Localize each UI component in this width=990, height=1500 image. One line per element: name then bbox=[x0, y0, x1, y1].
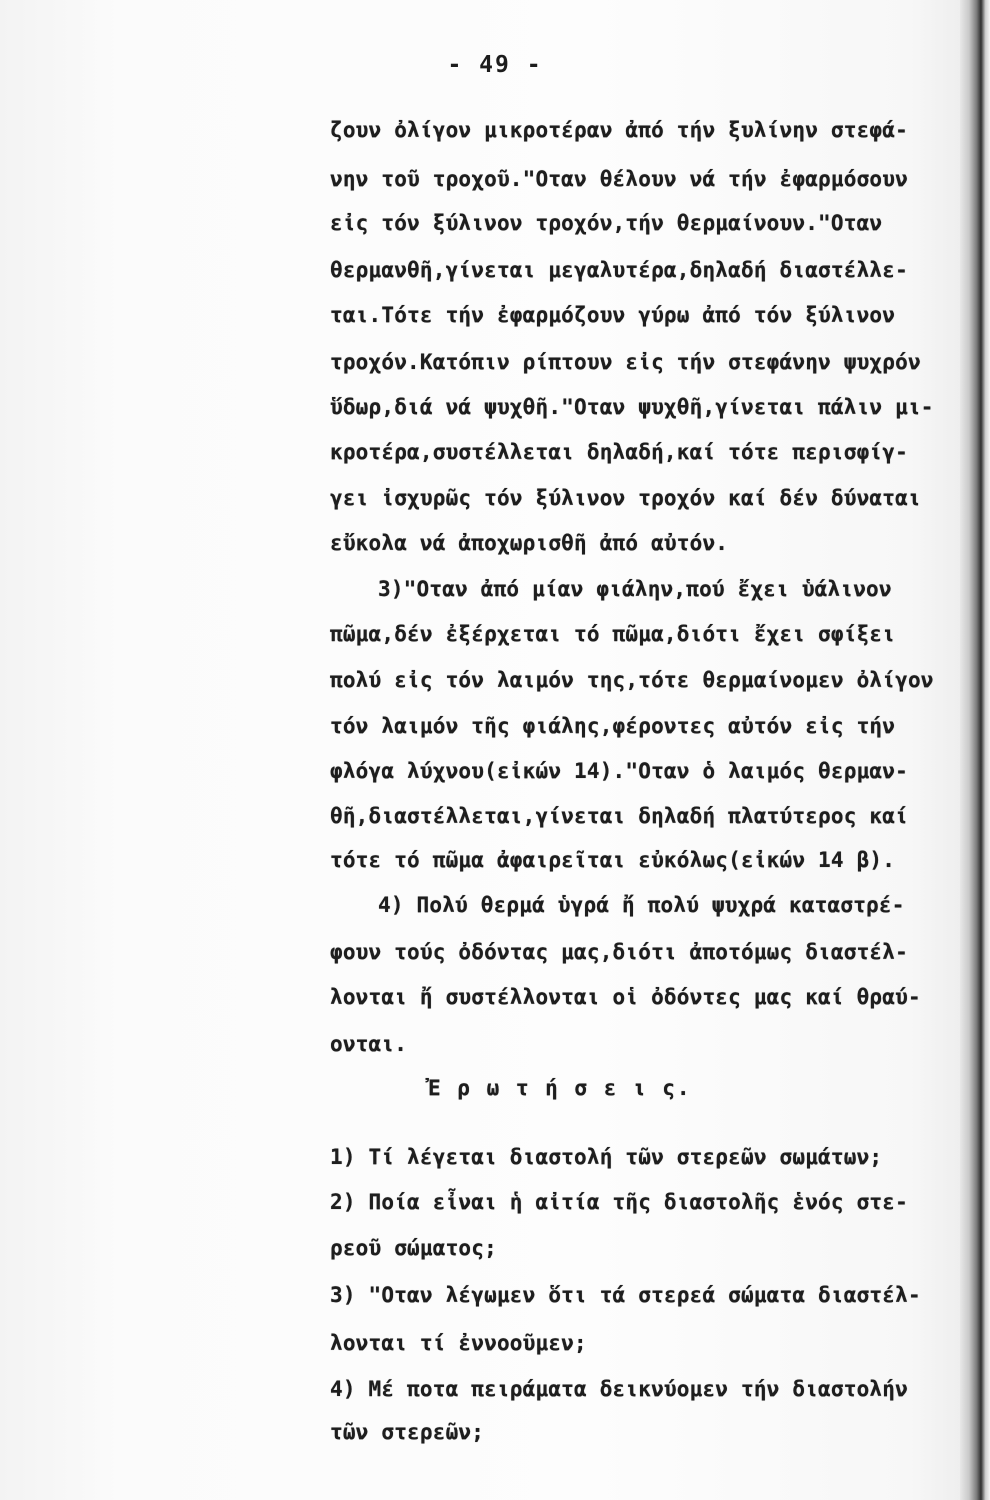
text-line: ζουν ὀλίγον μικροτέραν ἀπό τήν ξυλίνην στεφά- bbox=[330, 118, 908, 142]
text-line: πολύ εἰς τόν λαιμόν της,τότε θερμαίνομεν ὀλίγον bbox=[330, 668, 934, 692]
text-line: λονται ἤ συστέλλονται οἱ ὀδόντες μας καί θραύ- bbox=[330, 985, 921, 1009]
text-line: νην τοῦ τροχοῦ."Οταν θέλουν νά τήν ἐφαρμόσουν bbox=[330, 167, 908, 191]
questions-heading: Ἐ ρ ω τ ή σ ε ι ς. bbox=[428, 1076, 692, 1100]
text-line: εἰς τόν ξύλινον τροχόν,τήν θερμαίνουν."Οταν bbox=[330, 211, 883, 235]
question-line: 4) Μέ ποτα πειράματα δεικνύομεν τήν διαστολήν bbox=[330, 1377, 908, 1401]
page-binding-edge bbox=[960, 0, 990, 1500]
question-line: 1) Τί λέγεται διαστολή τῶν στερεῶν σωμάτων; bbox=[330, 1145, 883, 1169]
question-line: λονται τί ἐννοοῦμεν; bbox=[330, 1331, 587, 1355]
text-line: 3)"Οταν ἀπό μίαν φιάλην,πού ἔχει ὑάλινον bbox=[378, 577, 892, 601]
text-line: θῆ,διαστέλλεται,γίνεται δηλαδή πλατύτερος καί bbox=[330, 804, 908, 828]
text-line: θερμανθῆ,γίνεται μεγαλυτέρα,δηλαδή διαστέλλε- bbox=[330, 258, 908, 282]
text-line: ται.Τότε τήν ἐφαρμόζουν γύρω ἀπό τόν ξύλινον bbox=[330, 303, 896, 327]
text-line: γει ἰσχυρῶς τόν ξύλινον τροχόν καί δέν δύναται bbox=[330, 486, 921, 510]
question-line: ρεοῦ σώματος; bbox=[330, 1236, 497, 1260]
text-line: πῶμα,δέν ἐξέρχεται τό πῶμα,διότι ἔχει σφίξει bbox=[330, 622, 896, 646]
text-line: 4) Πολύ θερμά ὑγρά ἤ πολύ ψυχρά καταστρέ- bbox=[378, 893, 905, 917]
text-line: ονται. bbox=[330, 1032, 408, 1056]
text-line: φουν τούς ὀδόντας μας,διότι ἀποτόμως διαστέλ- bbox=[330, 940, 908, 964]
text-line: κροτέρα,συστέλλεται δηλαδή,καί τότε περισφίγ- bbox=[330, 440, 908, 464]
text-line: ὕδωρ,διά νά ψυχθῆ."Οταν ψυχθῆ,γίνεται πάλιν μι- bbox=[330, 395, 934, 419]
text-line: τότε τό πῶμα ἀφαιρεῖται εὐκόλως(εἰκών 14 β). bbox=[330, 848, 896, 872]
page-number: - 49 - bbox=[447, 52, 543, 78]
question-line: 3) "Οταν λέγωμεν ὅτι τά στερεά σώματα διαστέλ- bbox=[330, 1283, 921, 1307]
text-line: τροχόν.Κατόπιν ρίπτουν εἰς τήν στεφάνην ψυχρόν bbox=[330, 350, 921, 374]
question-line: 2) Ποία εἶναι ἡ αἰτία τῆς διαστολῆς ἑνός στε- bbox=[330, 1190, 908, 1214]
question-line: τῶν στερεῶν; bbox=[330, 1420, 485, 1444]
text-line: τόν λαιμόν τῆς φιάλης,φέροντες αὐτόν εἰς τήν bbox=[330, 714, 896, 738]
text-line: φλόγα λύχνου(εἰκών 14)."Οταν ὁ λαιμός θερμαν- bbox=[330, 759, 908, 783]
text-line: εὔκολα νά ἀποχωρισθῆ ἀπό αὐτόν. bbox=[330, 531, 729, 555]
